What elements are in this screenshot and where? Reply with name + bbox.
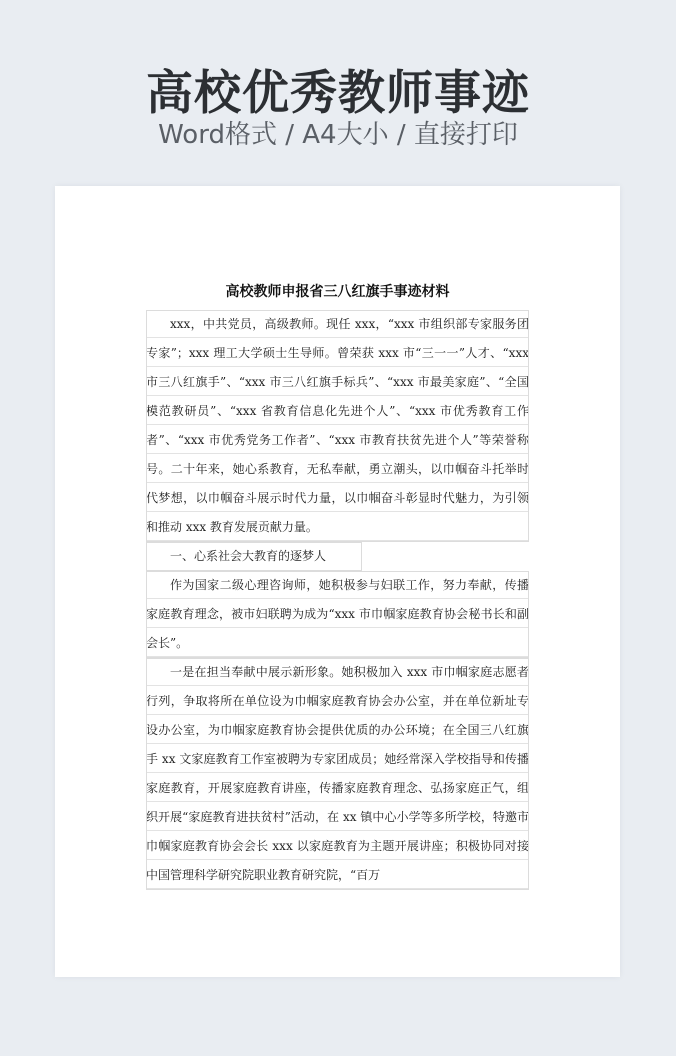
document-body: [146, 310, 529, 890]
banner: [0, 0, 676, 190]
paragraph-role: 作为国家二级心理咨询师，她积极参与妇联工作，努力奉献，传播家庭教育理念，被市妇联聘为成为“xxx 市巾帼家庭教育协会秘书长和副会长”。: [146, 571, 529, 658]
paragraph-dedication: 一是在担当奉献中展示新形象。她积极加入 xxx 市巾帼家庭志愿者行列，争取将所在单位设为巾帼家庭教育协会办公室，并在单位新址专设办公室，为巾帼家庭教育协会提供优质的办公环境；在全国三八红旗手 xx 文家庭教育工作室被聘为专家团成员；她经常深入学校指导和传播家庭教育，开展家庭教育讲座，传播家庭教育理念、弘扬家庭正气，组织开展“家庭教育进扶贫村”活动，在 xx 镇中心小学等多所学校，特邀市巾帼家庭教育协会会长 xxx 以家庭教育为主题开展讲座；积极协同对接中国管理科学研究院职业教育研究院，“百万: [146, 658, 529, 890]
section-heading: 一、心系社会大教育的逐梦人: [146, 542, 362, 571]
banner-subtitle: Word格式 / A4大小 / 直接打印: [158, 120, 518, 150]
paragraph-intro: xxx，中共党员，高级教师。现任 xxx，“xxx 市组织部专家服务团专家”；xxx 理工大学硕士生导师。曾荣获 xxx 市“三一一”人才、“xxx 市三八红旗手”、“xxx 市三八红旗手标兵”、“xxx 市最美家庭”、“全国模范教研员”、“xxx 省教育信息化先进个人”、“xxx 市优秀教育工作者”、“xxx 市优秀党务工作者”、“xxx 市教育扶贫先进个人”等荣誉称号。二十年来，她心系教育，无私奉献，勇立潮头，以巾帼奋斗托举时代梦想，以巾帼奋斗展示时代力量，以巾帼奋斗彰显时代魅力，为引领和推动 xxx 教育发展贡献力量。: [146, 310, 529, 542]
document-page: [55, 186, 620, 977]
document-title: 高校教师申报省三八红旗手事迹材料: [225, 284, 450, 300]
banner-title: 高校优秀教师事迹: [146, 66, 530, 121]
